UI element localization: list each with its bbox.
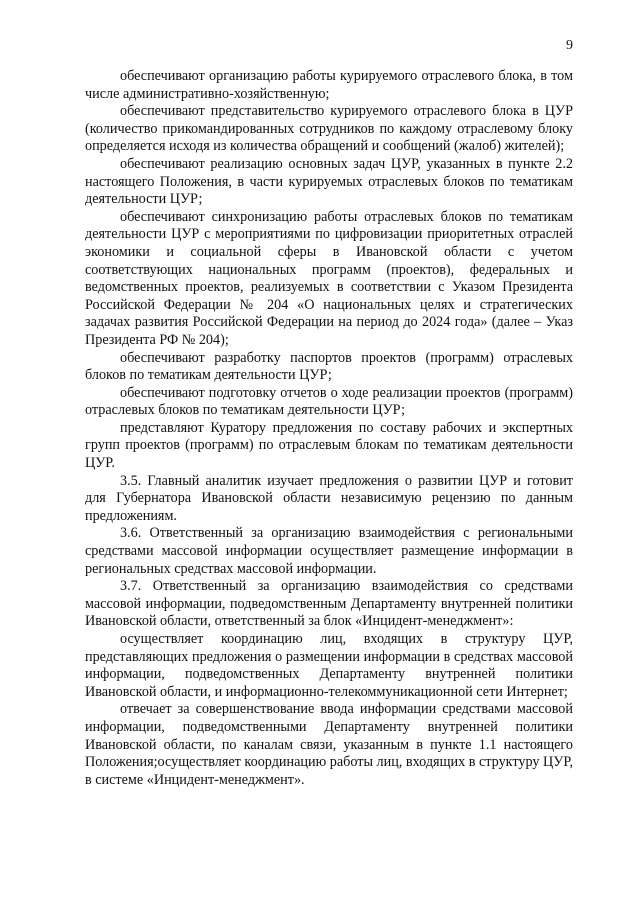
- paragraph-reports: обеспечивают подготовку отчетов о ходе реализации проектов (программ) отраслевых блоков по тематикам деятельности ЦУР;: [85, 384, 573, 419]
- paragraph-3-7: 3.7. Ответственный за организацию взаимодействия со средствами массовой информации, подведомственным Департаменту внутренней политики Ивановской области, ответственный за блок «Инцидент-менеджмент»:: [85, 578, 573, 630]
- page-number: 9: [566, 38, 573, 53]
- paragraph-synchronization: обеспечивают синхронизацию работы отраслевых блоков по тематикам деятельности ЦУР с мероприятиями по цифровизации приоритетных отраслей экономики и социальной сферы в Ивановской области с учетом соответствующих национальных программ (проектов), федеральных и ведомственных проектов, реализуемых в соответствии с Указом Президента Российской Федерации № 204 «О национальных целях и стратегических задачах развития Российской Федерации на период до 2024 года» (далее – Указ Президента РФ № 204);: [85, 208, 573, 348]
- document-body: [85, 68, 573, 789]
- paragraph-3-6: 3.6. Ответственный за организацию взаимодействия с региональными средствами массовой информации осуществляет размещение информации в региональных средствах массовой информации.: [85, 525, 573, 577]
- paragraph-organization: обеспечивают организацию работы курируемого отраслевого блока, в том числе административно-хозяйственную;: [85, 68, 573, 102]
- paragraph-3-5: 3.5. Главный аналитик изучает предложения о развитии ЦУР и готовит для Губернатора Ивановской области независимую рецензию по данным предложениям.: [85, 472, 573, 524]
- paragraph-project-passports: обеспечивают разработку паспортов проектов (программ) отраслевых блоков по тематикам деятельности ЦУР;: [85, 349, 573, 384]
- paragraph-improvement: отвечает за совершенствование ввода информации средствами массовой информации, подведомственными Департаменту внутренней политики Ивановской области, по каналам связи, указанным в пункте 1.1 настоящего Положения;осуществляет координацию работы лиц, входящих в структуру ЦУР, в системе «Инцидент-менеджмент».: [85, 701, 573, 788]
- paragraph-representation: обеспечивают представительство курируемого отраслевого блока в ЦУР (количество прикомандированных сотрудников по каждому отраслевому блоку определяется исходя из количества обращений и сообщений (жалоб) жителей);: [85, 103, 573, 155]
- paragraph-coordination: осуществляет координацию лиц, входящих в структуру ЦУР, представляющих предложения о размещении информации в средствах массовой информации, подведомственных Департаменту внутренней политики Ивановской области, и информационно-телекоммуникационной сети Интернет;: [85, 631, 573, 700]
- paragraph-main-tasks: обеспечивают реализацию основных задач ЦУР, указанных в пункте 2.2 настоящего Положения, в части курируемых отраслевых блоков по тематикам деятельности ЦУР;: [85, 155, 573, 208]
- paragraph-working-groups: представляют Куратору предложения по составу рабочих и экспертных групп проектов (программ) по отраслевым блокам по тематикам деятельности ЦУР.: [85, 419, 573, 472]
